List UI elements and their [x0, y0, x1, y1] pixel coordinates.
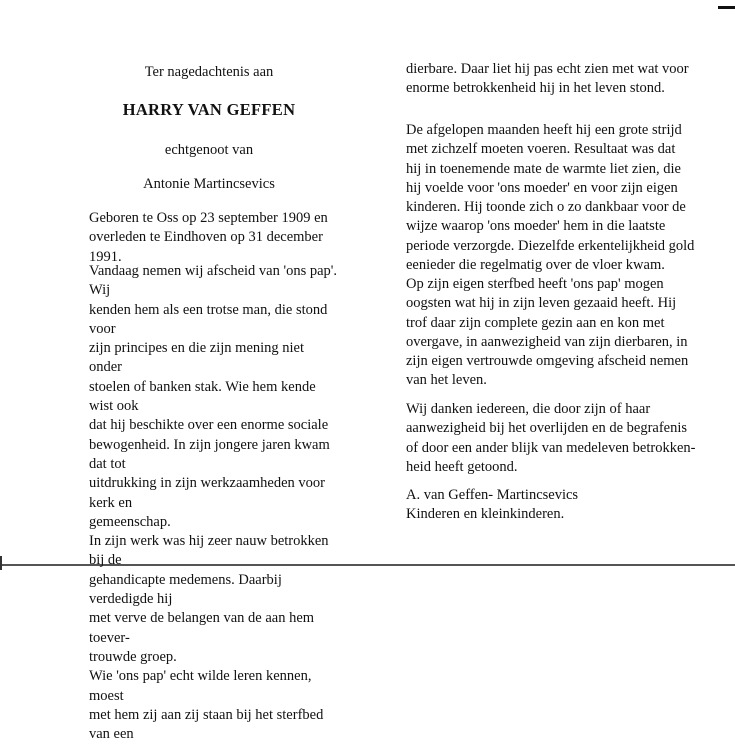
spouse-name: Antonie Martincsevics [143, 176, 275, 192]
relation-text: echtgenoot van [164, 142, 254, 158]
birth-death-paragraph: Geboren te Oss op 23 september 1909 en overleden te Eindhoven op 31 december 1991. [89, 210, 328, 265]
thanks-paragraph: Wij danken iedereen, die door zijn of haar aanwezigheid bij het overlijden en de begrafenis of door een ander blijk van medeleven betrokken- heid heeft getoond. [406, 401, 696, 475]
scan-corner-mark [0, 556, 2, 570]
deathbed-paragraph: Op zijn eigen sterfbed heeft 'ons pap' mogen oogsten wat hij in zijn leven gezaaid heeft. Hij trof daar zijn complete gezin aan en kon met overgave, in aanwezigheid van zijn dierbaren, in zijn eigen vertrouwde omgeving afscheid nemen van het leven. [406, 276, 689, 389]
scan-edge-mark [718, 6, 735, 9]
intro-text: Ter nagedachtenis aan [144, 64, 274, 80]
signature: A. van Geffen- Martincsevics Kinderen en kleinkinderen. [406, 487, 579, 523]
farewell-paragraph: Vandaag nemen wij afscheid van 'ons pap'. Wij kenden hem als een trotse man, die stond voor zijn principes en die zijn mening niet onder stoelen of banken stak. Wie hem kende wist ook dat hij beschikte over een enorme sociale bewogenheid. In zijn jongere jaren kwam dat tot uitdrukking in zijn werkzaamheden voor kerk en gemeenschap. In zijn werk was hij zeer nauw betrokken bij de gehandicapte medemens. Daarbij verdedigde hij met verve de belangen van de aan hem toever- trouwde groep. Wie 'ons pap' echt wilde leren kennen, moest met hem zij aan zij staan bij het sterfbed van een [89, 263, 338, 743]
recent-months-paragraph: De afgelopen maanden heeft hij een grote strijd met zichzelf moeten voeren. Resultaat was dat hij in toenemende mate de warmte liet zien, die hij voelde voor 'ons moeder' en voor zijn eigen kinderen. Hij toonde zich o zo dankbaar voor de wijze waarop 'ons moeder' hem in die laatste periode verzorgde. Diezelfde erkentelijkheid gold eenieder die regelmatig over de vloer kwam. [406, 122, 695, 274]
continued-paragraph: dierbare. Daar liet hij pas echt zien met wat voor enorme betrokkenheid hij in het leven stond. [406, 61, 689, 97]
deceased-name: HARRY VAN GEFFEN [122, 100, 296, 119]
